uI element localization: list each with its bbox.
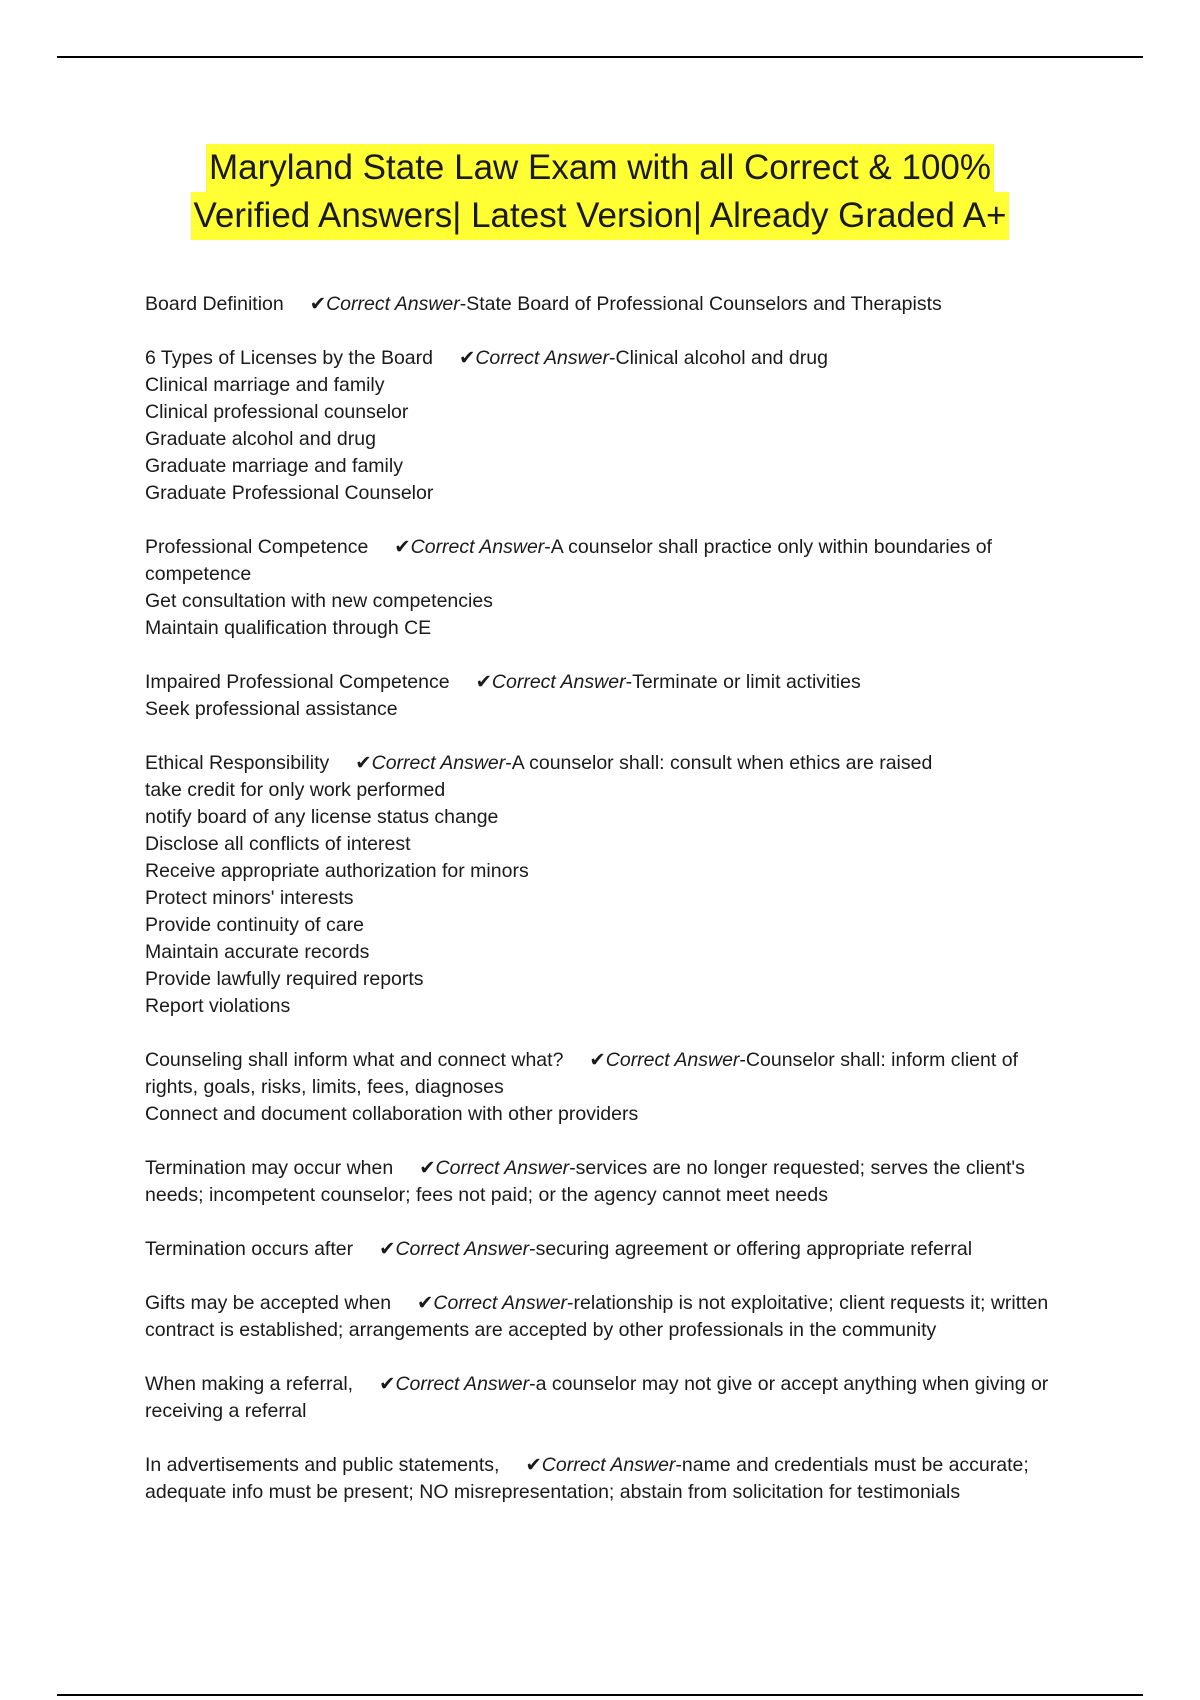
check-mark-icon: ✔ [394, 536, 411, 558]
correct-answer-tag: Correct Answer [475, 347, 609, 369]
answer-text: -a counselor may not give or accept anything when giving or receiving a referral [145, 1373, 1049, 1422]
question-text: Counseling shall inform what and connect what? [145, 1049, 564, 1071]
check-mark-icon: ✔ [419, 1157, 436, 1179]
qa-item [145, 534, 1065, 642]
answer-line: Disclose all conflicts of interest [145, 833, 411, 855]
check-mark-icon: ✔ [589, 1049, 606, 1071]
question-text: Gifts may be accepted when [145, 1292, 392, 1314]
title-line-1: Maryland State Law Exam with all Correct & 100% [206, 144, 994, 192]
question-text: Termination occurs after [145, 1238, 354, 1260]
answer-text: -Clinical alcohol and drug [609, 347, 828, 369]
answer-text: -services are no longer requested; serves the client's needs; incompetent counselor; fees not paid; or the agency cannot meet needs [145, 1157, 1025, 1206]
check-mark-icon: ✔ [379, 1373, 396, 1395]
qa-list [145, 291, 1065, 1533]
check-mark-icon: ✔ [355, 752, 372, 774]
correct-answer-tag: Correct Answer [435, 1157, 570, 1179]
title-line-2: Verified Answers| Latest Version| Already Graded A+ [191, 192, 1010, 240]
qa-first-line [145, 1047, 1065, 1101]
question-text: When making a referral, [145, 1373, 354, 1395]
qa-item [145, 1371, 1065, 1425]
answer-text: -A counselor shall practice only within boundaries of competence [145, 536, 992, 585]
answer-line: take credit for only work performed [145, 779, 446, 801]
answer-line: Clinical marriage and family [145, 374, 385, 396]
answer-line: Connect and document collaboration with other providers [145, 1103, 639, 1125]
correct-answer-tag: Correct Answer [605, 1049, 740, 1071]
question-text: Board Definition [145, 293, 284, 315]
question-text: In advertisements and public statements, [145, 1454, 500, 1476]
correct-answer-tag: Correct Answer [371, 752, 506, 774]
qa-item [145, 1155, 1065, 1209]
qa-item [145, 291, 1065, 318]
question-text: Ethical Responsibility [145, 752, 330, 774]
answer-text: -relationship is not exploitative; client requests it; written contract is established; arrangements are accepted by other professionals in the community [145, 1292, 1049, 1341]
check-mark-icon: ✔ [475, 671, 492, 693]
check-mark-icon: ✔ [417, 1292, 434, 1314]
answer-line: Report violations [145, 995, 291, 1017]
answer-line: Maintain accurate records [145, 941, 370, 963]
check-mark-icon: ✔ [379, 1238, 396, 1260]
check-mark-icon: ✔ [525, 1454, 542, 1476]
question-text: 6 Types of Licenses by the Board [145, 347, 433, 369]
question-text: Professional Competence [145, 536, 369, 558]
qa-item [145, 750, 1065, 1020]
qa-first-line [145, 1290, 1065, 1344]
qa-first-line [145, 345, 1065, 372]
qa-item [145, 1290, 1065, 1344]
answer-line: Provide lawfully required reports [145, 968, 424, 990]
answer-line: Graduate alcohol and drug [145, 428, 376, 450]
qa-first-line [145, 291, 1065, 318]
qa-item [145, 1047, 1065, 1128]
answer-line: Clinical professional counselor [145, 401, 409, 423]
qa-first-line [145, 1371, 1065, 1425]
check-mark-icon: ✔ [309, 293, 327, 315]
answer-text: -State Board of Professional Counselors and Therapists [459, 293, 942, 315]
top-rule [57, 56, 1143, 58]
qa-first-line [145, 750, 1065, 777]
answer-line: Provide continuity of care [145, 914, 364, 936]
qa-first-line [145, 1155, 1065, 1209]
correct-answer-tag: Correct Answer [491, 671, 626, 693]
correct-answer-tag: Correct Answer [410, 536, 545, 558]
question-text: Impaired Professional Competence [145, 671, 450, 693]
answer-text: -A counselor shall: consult when ethics are raised [505, 752, 933, 774]
answer-text: -securing agreement or offering appropriate referral [529, 1238, 973, 1260]
answer-line: Graduate Professional Counselor [145, 482, 434, 504]
answer-line: Maintain qualification through CE [145, 617, 432, 639]
answer-line: Protect minors' interests [145, 887, 354, 909]
answer-line: notify board of any license status change [145, 806, 499, 828]
check-mark-icon: ✔ [459, 347, 476, 369]
answer-text: -Counselor shall: inform client of rights, goals, risks, limits, fees, diagnoses [145, 1049, 1018, 1098]
answer-line: Graduate marriage and family [145, 455, 403, 477]
bottom-rule [57, 1694, 1143, 1696]
correct-answer-tag: Correct Answer [326, 293, 460, 315]
qa-first-line [145, 669, 1065, 696]
qa-first-line [145, 534, 1065, 588]
answer-text: -Terminate or limit activities [625, 671, 861, 693]
correct-answer-tag: Correct Answer [433, 1292, 568, 1314]
document-title [60, 144, 1140, 240]
qa-item [145, 1236, 1065, 1263]
qa-first-line [145, 1452, 1065, 1506]
answer-line: Seek professional assistance [145, 698, 398, 720]
answer-line: Get consultation with new competencies [145, 590, 493, 612]
correct-answer-tag: Correct Answer [541, 1454, 676, 1476]
qa-item [145, 669, 1065, 723]
correct-answer-tag: Correct Answer [395, 1238, 530, 1260]
answer-text: -name and credentials must be accurate; adequate info must be present; NO misrepresentation; abstain from solicitation for testimonials [145, 1454, 1029, 1503]
correct-answer-tag: Correct Answer [395, 1373, 530, 1395]
qa-item [145, 1452, 1065, 1506]
answer-line: Receive appropriate authorization for minors [145, 860, 529, 882]
question-text: Termination may occur when [145, 1157, 394, 1179]
qa-first-line [145, 1236, 1065, 1263]
qa-item [145, 345, 1065, 507]
